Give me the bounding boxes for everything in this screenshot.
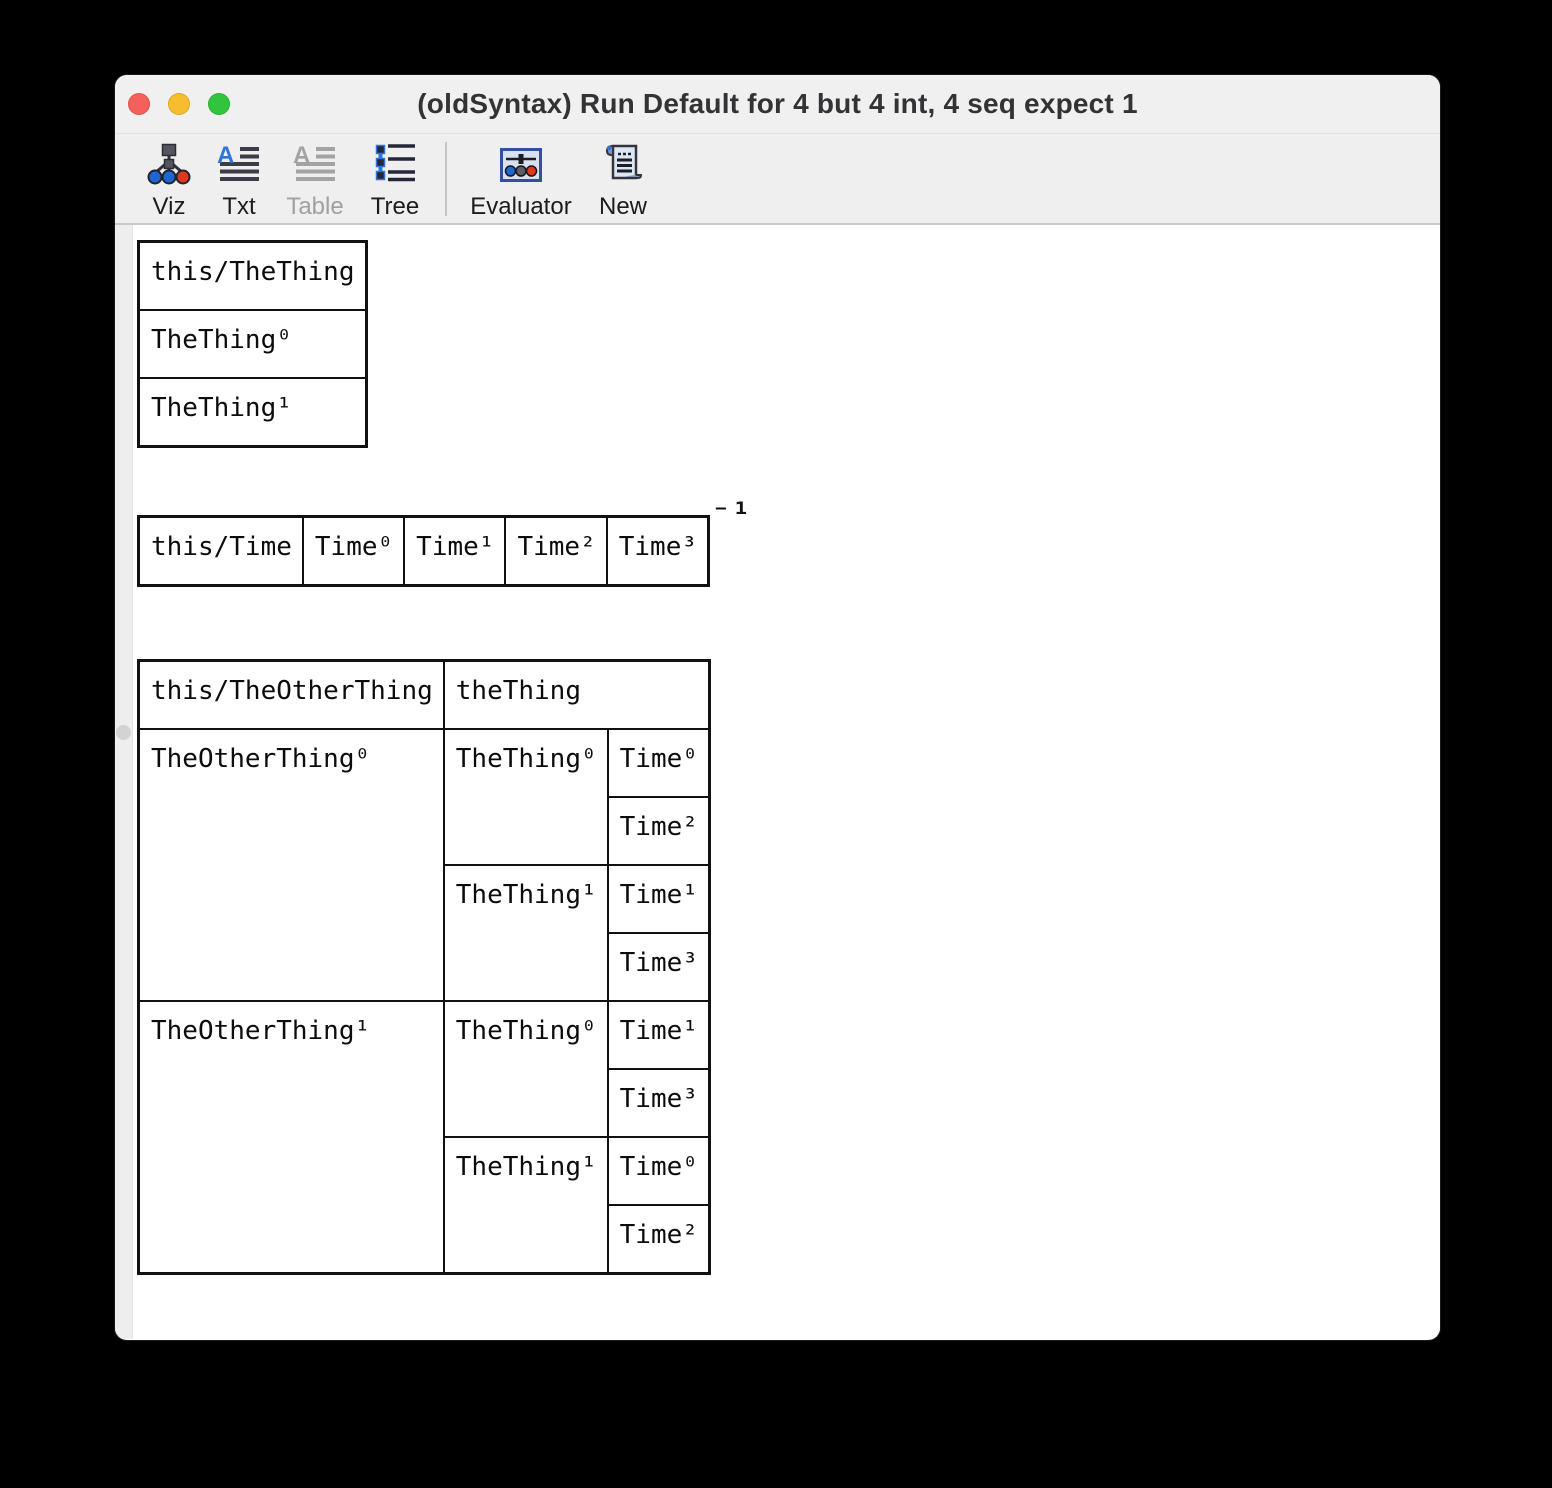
relation-header-cell: theThing (444, 661, 710, 730)
new-button-label: New (598, 193, 647, 220)
tree-button[interactable] (367, 134, 423, 219)
evaluator-button[interactable] (469, 134, 573, 219)
splitter-handle[interactable] (116, 725, 131, 740)
traffic-lights (128, 93, 230, 115)
tree-outline-icon (371, 141, 419, 189)
svg-text:A: A (217, 142, 235, 169)
table-cell: TheOtherThing¹ (139, 1001, 444, 1274)
inverse-exponent: ⁻¹ (711, 497, 753, 532)
alloy-instance-window (115, 75, 1440, 1340)
table-cell: Time⁰ (608, 1137, 710, 1205)
instance-view-panel (115, 225, 1440, 1339)
txt-button-label: Txt (222, 193, 256, 220)
window-title: (oldSyntax) Run Default for 4 but 4 int, 4 seq expect 1 (417, 88, 1138, 119)
table-cell: TheThing⁰ (139, 310, 367, 378)
minimize-button[interactable] (168, 93, 190, 115)
table-cell: TheThing¹ (444, 865, 608, 1001)
table-header-cell: this/Time (139, 517, 303, 586)
time-table (137, 515, 710, 587)
time-table-wrap (137, 497, 753, 587)
table-lines-icon (291, 141, 339, 189)
viz-button-label: Viz (152, 193, 186, 220)
table-cell: Time² (608, 1205, 710, 1274)
toolbar (115, 134, 1440, 225)
theotherthing-table (137, 659, 711, 1275)
table-cell: Time¹ (608, 1001, 710, 1069)
evaluator-button-label: Evaluator (470, 193, 572, 220)
viz-button[interactable] (145, 134, 193, 219)
table-cell: Time³ (608, 1069, 710, 1137)
table-cell: Time¹ (404, 517, 505, 586)
table-cell: Time² (505, 517, 606, 586)
table-cell: TheOtherThing⁰ (139, 729, 444, 1001)
table-cell: TheThing¹ (444, 1137, 608, 1274)
table-cell: Time² (608, 797, 710, 865)
title-bar[interactable] (115, 75, 1440, 134)
table-cell: TheThing¹ (139, 378, 367, 447)
table-cell: Time³ (608, 933, 710, 1001)
svg-text:A: A (293, 142, 311, 169)
table-cell: Time³ (607, 517, 709, 586)
viz-graph-icon (145, 141, 193, 189)
thething-table (137, 240, 368, 448)
table-header-cell: this/TheThing (139, 242, 367, 311)
text-lines-icon (215, 141, 263, 189)
table-cell: Time⁰ (303, 517, 404, 586)
zoom-button[interactable] (208, 93, 230, 115)
toolbar-separator (445, 142, 447, 216)
tables-area (137, 240, 753, 1275)
table-button (285, 134, 345, 219)
table-cell: Time¹ (608, 865, 710, 933)
splitter-strip[interactable] (115, 225, 133, 1339)
evaluator-abacus-icon (497, 141, 545, 189)
new-scroll-icon (599, 141, 647, 189)
table-cell: TheThing⁰ (444, 1001, 608, 1137)
new-button[interactable] (595, 134, 651, 219)
close-button[interactable] (128, 93, 150, 115)
table-button-label: Table (286, 193, 344, 220)
table-cell: TheThing⁰ (444, 729, 608, 865)
table-cell: Time⁰ (608, 729, 710, 797)
txt-button[interactable] (215, 134, 263, 219)
table-header-cell: this/TheOtherThing (139, 661, 444, 730)
tree-button-label: Tree (370, 193, 420, 220)
